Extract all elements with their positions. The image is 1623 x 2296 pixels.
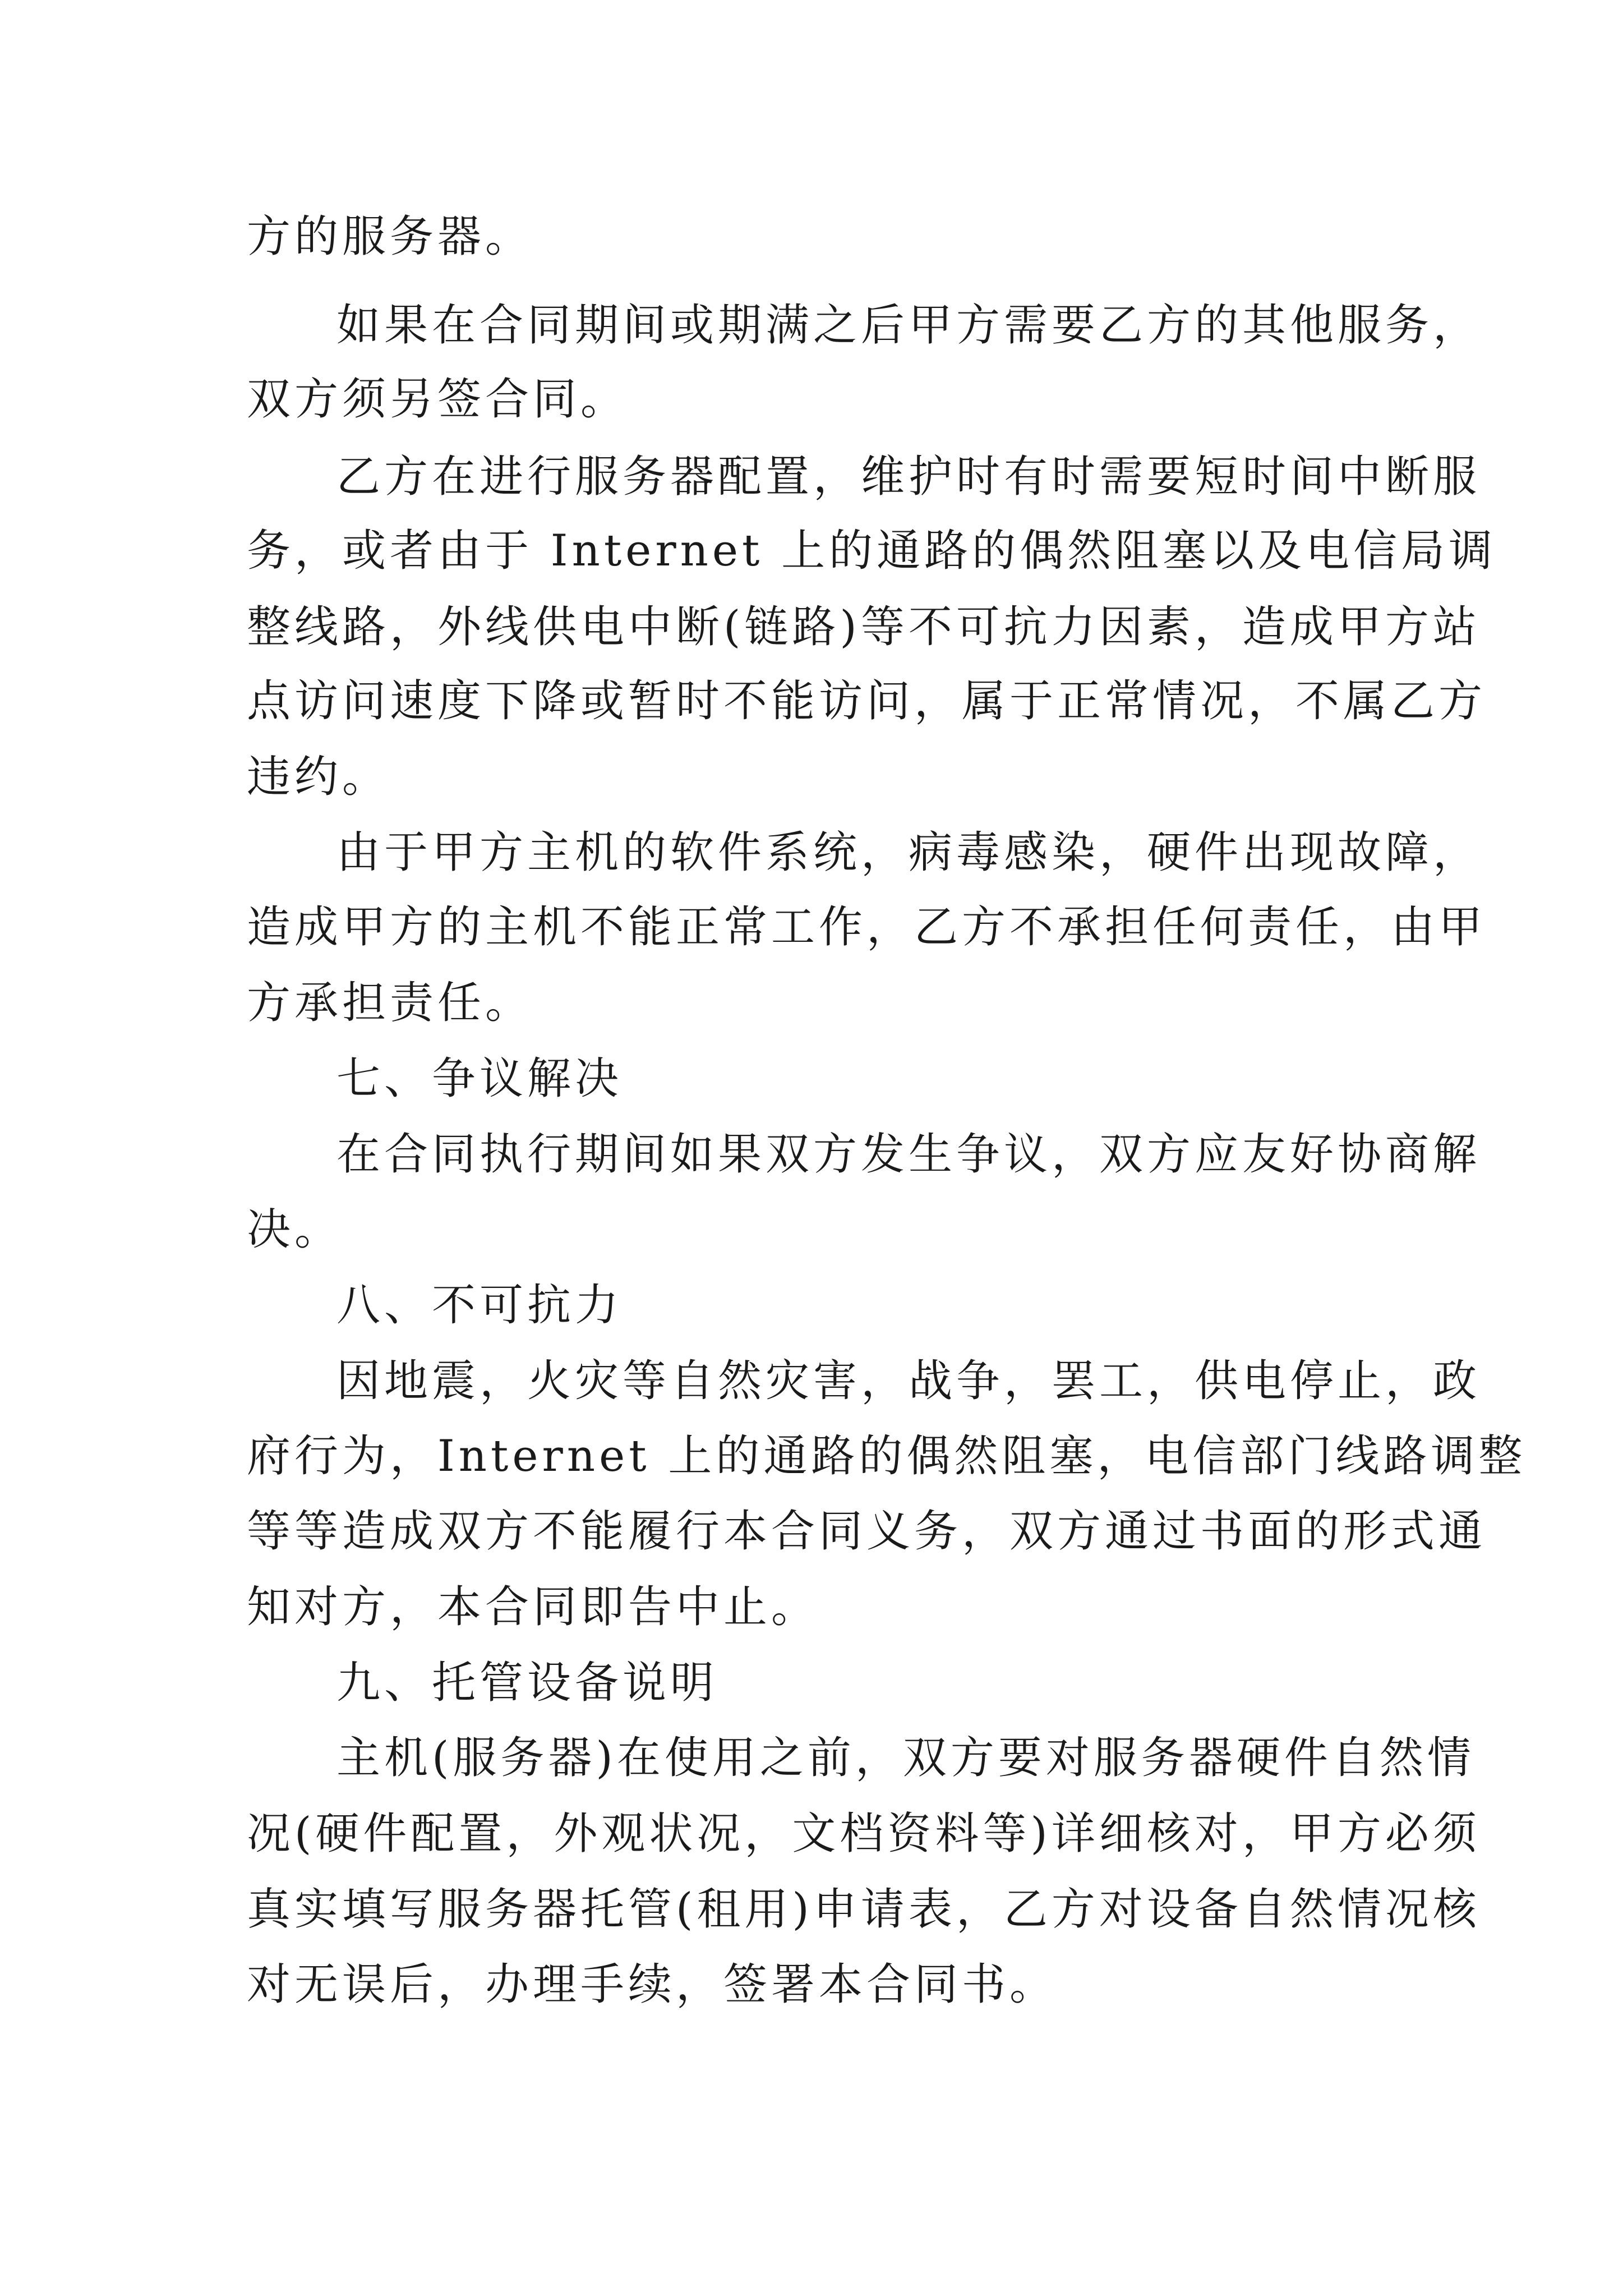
text-line: 违约。 bbox=[247, 752, 390, 802]
text-line: 府行为，Internet 上的通路的偶然阻塞，电信部门线路调整 bbox=[247, 1431, 1527, 1481]
text-line: 知对方，本合同即告中止。 bbox=[247, 1582, 819, 1632]
text-line: 等等造成双方不能履行本合同义务，双方通过书面的形式通 bbox=[247, 1506, 1487, 1557]
text-line: 在合同执行期间如果双方发生争议，双方应友好协商解 bbox=[336, 1129, 1481, 1180]
section-heading: 九、托管设备说明 bbox=[336, 1658, 718, 1708]
text-line: 主机(服务器)在使用之前，双方要对服务器硬件自然情 bbox=[336, 1733, 1475, 1783]
text-line: 整线路，外线供电中断(链路)等不可抗力因素，造成甲方站 bbox=[247, 602, 1481, 652]
section-heading: 八、不可抗力 bbox=[336, 1280, 623, 1331]
text-line: 双方须另签合同。 bbox=[247, 374, 629, 425]
text-line: 况(硬件配置，外观状况，文档资料等)详细核对，甲方必须 bbox=[247, 1809, 1481, 1859]
text-line: 真实填写服务器托管(租用)申请表，乙方对设备自然情况核 bbox=[247, 1884, 1481, 1935]
text-line: 如果在合同期间或期满之后甲方需要乙方的其他服务， bbox=[336, 300, 1481, 351]
text-line: 方承担责任。 bbox=[247, 978, 533, 1028]
text-line: 因地震，火灾等自然灾害，战争，罢工，供电停止，政 bbox=[336, 1356, 1481, 1406]
text-line: 点访问速度下降或暂时不能访问，属于正常情况，不属乙方 bbox=[247, 676, 1487, 726]
text-line: 务，或者由于 Internet 上的通路的偶然阻塞以及电信局调 bbox=[247, 526, 1497, 576]
text-line: 造成甲方的主机不能正常工作，乙方不承担任何责任，由甲 bbox=[247, 902, 1487, 953]
text-line: 乙方在进行服务器配置，维护时有时需要短时间中断服 bbox=[336, 452, 1481, 502]
text-line: 方的服务器。 bbox=[247, 211, 533, 262]
text-line: 由于甲方主机的软件系统，病毒感染，硬件出现故障， bbox=[336, 827, 1481, 878]
text-line: 决。 bbox=[247, 1204, 343, 1255]
section-heading: 七、争议解决 bbox=[336, 1053, 623, 1104]
text-line: 对无误后，办理手续，签署本合同书。 bbox=[247, 1959, 1058, 2010]
